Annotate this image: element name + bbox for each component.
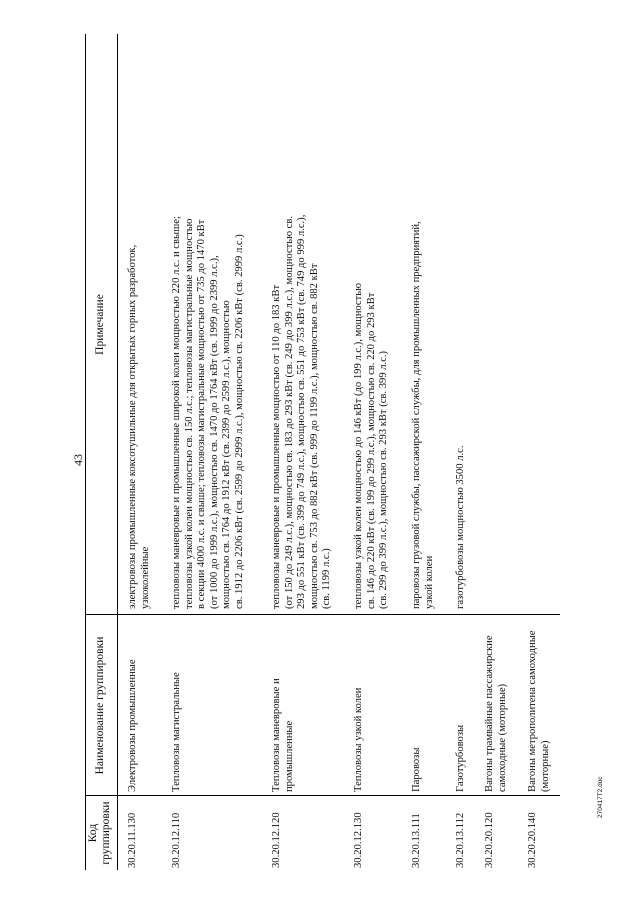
note-line: узкой колеи — [423, 555, 435, 609]
note-line: тепловозы узкой колеи мощностью св. 150 л.с.; тепловозы магистральные мощностью — [183, 218, 195, 609]
row-code: 30.20.12.130 — [353, 812, 364, 868]
row-code: 30.20.13.112 — [455, 812, 466, 868]
row-name: Газотурбовозы — [455, 724, 466, 792]
note-line: 293 до 551 кВт (св. 399 до 749 л.с.), мощностью св. 551 до 753 кВт (св. 749 до 999 л.с.), — [296, 214, 307, 609]
row-code: 30.20.20.120 — [484, 812, 495, 868]
row-name: Электровозы промышленные — [127, 659, 138, 792]
row-code: 30.20.12.110 — [171, 812, 182, 868]
header-note: Примечание — [94, 294, 106, 355]
header-name: Наименование группировки — [94, 636, 106, 775]
column-divider — [85, 795, 560, 796]
note-line: (св. 1199 л.с.) — [321, 548, 332, 609]
note-line: газотурбовозы мощностью 3500 л.с. — [455, 445, 466, 609]
row-note — [127, 39, 152, 609]
row-note — [171, 39, 246, 609]
footer-filename: 270417T2.doc — [597, 776, 604, 818]
note-line: тепловозы маневровые и промышленные широкой колеи мощностью 220 л.с. и свыше; — [171, 216, 182, 609]
row-code: 30.20.11.130 — [127, 812, 138, 868]
note-line: (св. 299 до 399 л.с.), мощностью св. 293 кВт (св. 399 л.с.) — [378, 350, 389, 609]
row-code: 30.20.13.111 — [411, 813, 422, 868]
note-line: св. 146 до 220 кВт (св. 199 до 299 л.с.), мощностью св. 220 до 293 кВт — [365, 292, 377, 609]
note-line: электровозы промышленные коксотушильные для открытых горных разработок, — [127, 244, 138, 609]
row-name: Тепловозы маневровые и промышленные — [271, 678, 295, 792]
note-line: (от 1000 до 1999 л.с.), мощностью св. 1470 до 1764 кВт (св. 1999 до 2399 л.с.), — [208, 255, 220, 609]
column-divider — [85, 614, 560, 615]
row-name: Вагоны метрополитена самоходные (моторные) — [527, 630, 551, 792]
page-number: 43 — [71, 454, 85, 466]
row-note — [411, 39, 436, 609]
note-line: в секции 4000 л.с. и свыше; тепловозы магистральные мощностью от 735 до 1470 кВт — [196, 219, 207, 609]
note-line: (от 150 до 249 л.с.), мощностью св. 183 до 293 кВт (св. 249 до 399 л.с.), мощностью св. — [283, 215, 295, 609]
note-line: тепловозы маневровые и промышленные мощностью от 110 до 183 кВт — [271, 284, 282, 609]
note-line: тепловозы узкой колеи мощностью до 146 кВт (до 199 л.с.), мощностью — [353, 283, 364, 609]
row-note — [353, 39, 391, 609]
note-line: узкоколейные — [139, 546, 151, 609]
row-name: Тепловозы узкой колеи — [353, 687, 364, 792]
row-code: 30.20.12.120 — [271, 812, 282, 868]
header-bottom-border — [117, 34, 118, 870]
row-name: Тепловозы магистральные — [171, 672, 182, 792]
row-note — [455, 39, 468, 609]
table-top-border — [85, 34, 86, 870]
note-line: мощностью св. 753 до 882 кВт (св. 999 до 1199 л.с.), мощностью св. 882 кВт — [308, 263, 320, 609]
row-code: 30.20.20.140 — [527, 812, 538, 868]
note-line: св. 1912 до 2206 кВт (св. 2599 до 2999 л.с.), мощностью св. 2206 кВт (св. 2999 л.с.) — [233, 234, 245, 609]
note-line: паровозы грузовой службы, пассажирской службы, для промышленных предприятий, — [411, 221, 422, 609]
row-name: Паровозы — [411, 747, 422, 792]
classifier-table — [85, 34, 560, 870]
row-note — [271, 39, 334, 609]
note-line: мощностью св. 1764 до 1912 кВт (св. 2399 до 2599 л.с.), мощностью — [221, 300, 232, 609]
row-name: Вагоны трамвайные пассажирские самоходные (моторные) — [484, 635, 508, 792]
header-code: Код группировки — [87, 801, 112, 865]
